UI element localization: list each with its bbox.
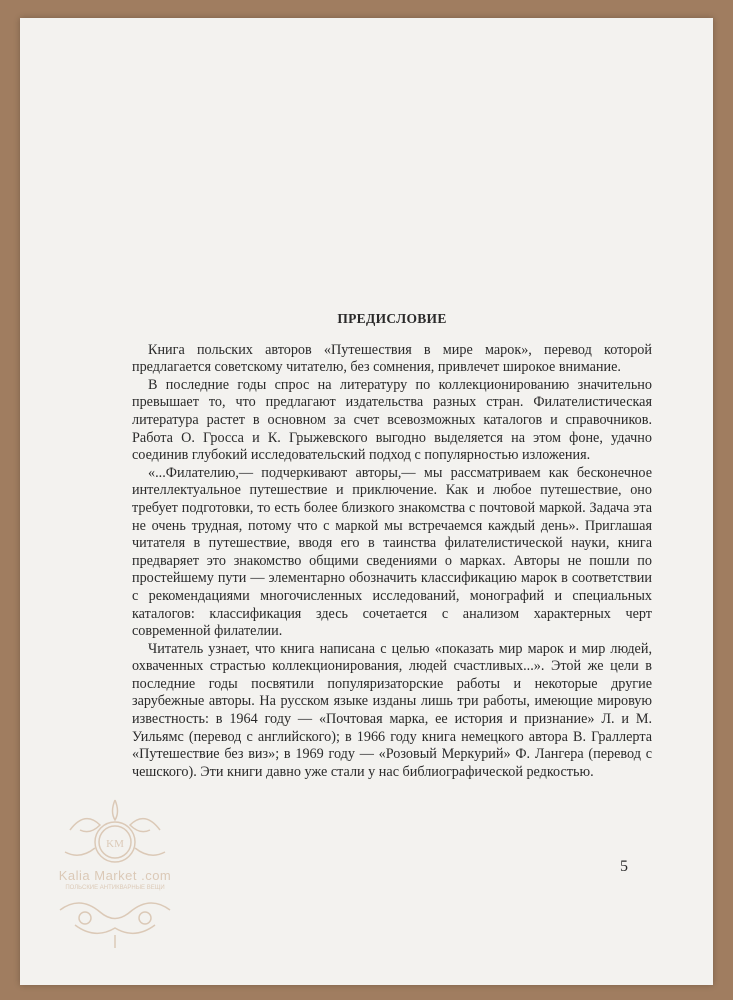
page-heading: ПРЕДИСЛОВИЕ — [337, 311, 447, 326]
watermark-monogram: KM — [106, 838, 124, 850]
watermark-tagline: ПОЛЬСКИЕ АНТИКВАРНЫЕ ВЕЩИ — [65, 885, 165, 891]
watermark-name: Kalia Market .com — [58, 868, 172, 883]
watermark-logo — [40, 790, 190, 950]
paragraph: В последние годы спрос на литературу по коллекционированию значительно превышает то, что предлагают издательства разных стран. Филателистическая литература растет в основном за счет всевозможных каталогов и справочников. Работа О. Гросса и К. Грыжевского выгодно выделяется на этом фоне, удачно соединив глубокий исследовательский подход с популярностью изложения. — [132, 376, 652, 464]
paragraph: Книга польских авторов «Путешествия в мире марок», перевод которой предлагается советскому читателю, без сомнения, привлечет широкое внимание. — [132, 341, 652, 376]
page-text-block — [132, 310, 652, 781]
paragraph: «...Филателию,— подчеркивают авторы,— мы рассматриваем как бесконечное интеллектуальное путешествие и приключение. Как и любое путешествие, оно требует подготовки, то есть более близкого знакомства с почтовой маркой. Задача эта не очень трудная, потому что с маркой мы встречаемся каждый день». Приглашая читателя в путешествие, вводя его в таинства филателистической науки, книга предваряет это знакомство общими сведениями о марках. Авторы не пошли по простейшему пути — элементарно обозначить классификацию марок в соответствии с рекомендациями многочисленных исследований, монографий и специальных каталогов: классификация здесь сочетается с анализом характерных черт современной филателии. — [132, 464, 652, 640]
page-number: 5 — [620, 858, 628, 875]
paragraph: Читатель узнает, что книга написана с целью «показать мир марок и мир людей, охваченных страстью коллекционирования, людей счастливых...». Этой же цели в последние годы посвятили популяризаторские работы и некоторые другие зарубежные авторы. На русском языке изданы лишь три работы, имеющие мировую известность: в 1964 году — «Почтовая марка, ее история и признание» Л. и М. Уильямс (перевод с английского); в 1966 году книга немецкого автора В. Граллерта «Путешествие без виз»; в 1969 году — «Розовый Меркурий» Ф. Лангера (перевод с чешского). Эти книги давно уже стали у нас библиографической редкостью. — [132, 640, 652, 780]
